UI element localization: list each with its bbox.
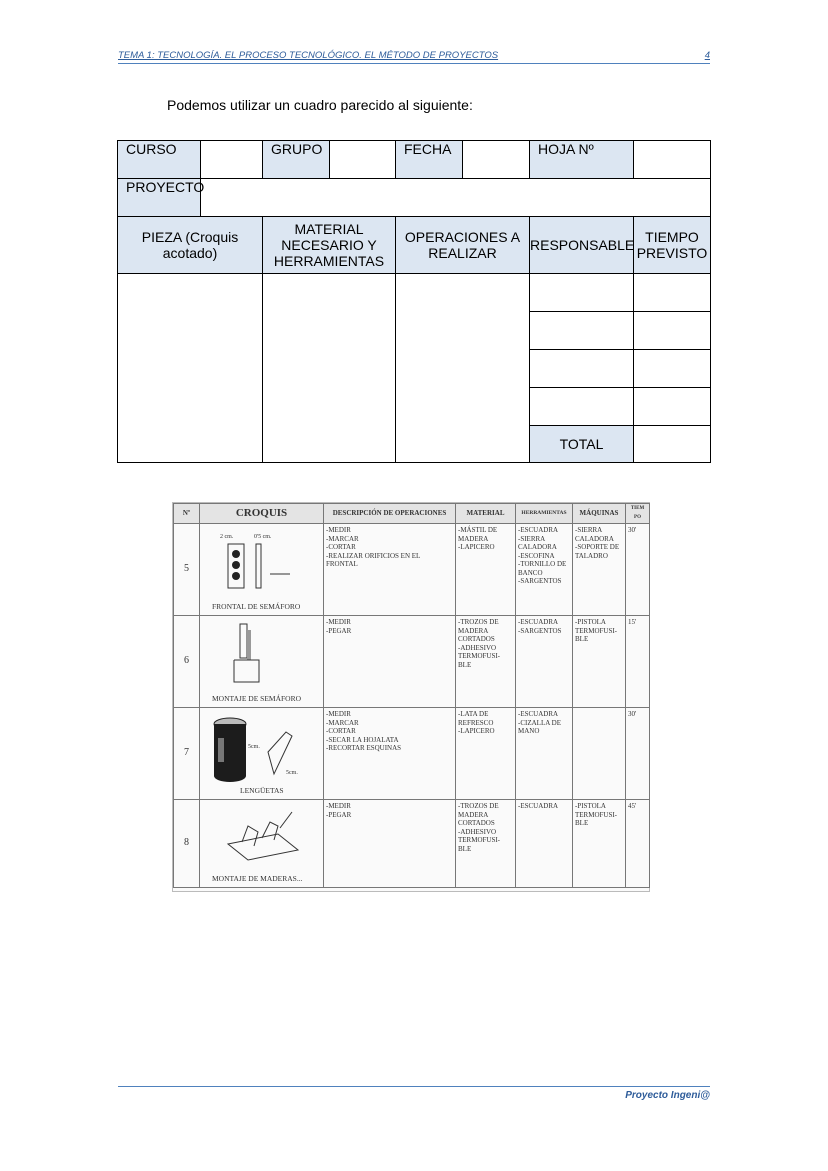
tiempo-cell[interactable] (634, 274, 711, 312)
example-tiempo: 45' (626, 800, 650, 888)
example-ops: -MEDIR -MARCAR -CORTAR -SECAR LA HOJALATA -RECORTAR ESQUINAS (324, 708, 456, 800)
example-herramientas: -ESCUADRA (516, 800, 573, 888)
example-sketch-cell (200, 524, 324, 616)
sketch-label: LENGÜETAS (240, 785, 284, 795)
example-header-herramientas: HERRAMIENTAS (516, 504, 573, 524)
responsable-cell[interactable] (530, 350, 634, 388)
col-tiempo: TIEMPO PREVISTO (634, 217, 711, 274)
example-tiempo: 15' (626, 616, 650, 708)
traffic-light-front-sketch (214, 530, 304, 592)
example-header-croquis: CROQUIS (200, 504, 324, 524)
example-material: -TROZOS DE MADERA CORTADOS -ADHESIVO TERMOFUSI-BLE (456, 800, 516, 888)
example-row-number: 6 (174, 616, 200, 708)
col-material: MATERIAL NECESARIO Y HERRAMIENTAS (263, 217, 396, 274)
footer-text: Proyecto Ingeni@ (625, 1090, 710, 1101)
header-title: TEMA 1: TECNOLOGÍA. EL PROCESO TECNOLÓGICO. EL MÉTODO DE PROYECTOS (118, 50, 499, 61)
svg-text:5cm.: 5cm. (286, 770, 298, 776)
hoja-label: HOJA Nº (530, 141, 634, 179)
operaciones-cell[interactable] (396, 274, 530, 463)
example-row-number: 7 (174, 708, 200, 800)
tiempo-cell[interactable] (634, 388, 711, 426)
curso-label: CURSO (118, 141, 201, 179)
example-material: -MÁSTIL DE MADERA -LAPICERO (456, 524, 516, 616)
example-header-descripcion: DESCRIPCIÓN DE OPERACIONES (324, 504, 456, 524)
example-ops: -MEDIR -MARCAR -CORTAR -REALIZAR ORIFICIOS EN EL FRONTAL (324, 524, 456, 616)
fecha-label: FECHA (396, 141, 463, 179)
can-tabs-sketch (206, 712, 316, 786)
example-material: -TROZOS DE MADERA CORTADOS -ADHESIVO TERMOFUSI-BLE (456, 616, 516, 708)
example-ops: -MEDIR -PEGAR (324, 616, 456, 708)
example-tiempo: 30' (626, 524, 650, 616)
responsable-cell[interactable] (530, 274, 634, 312)
wood-assembly-sketch (218, 804, 308, 866)
svg-text:0'5 cm.: 0'5 cm. (254, 534, 272, 540)
example-ops: -MEDIR -PEGAR (324, 800, 456, 888)
material-cell[interactable] (263, 274, 396, 463)
example-maquinas (573, 708, 626, 800)
example-tiempo: 30' (626, 708, 650, 800)
page-number: 4 (704, 50, 710, 61)
page-header (118, 50, 710, 64)
example-sketch-cell (200, 616, 324, 708)
example-header-n: Nº (174, 504, 200, 524)
example-row-number: 8 (174, 800, 200, 888)
total-label: TOTAL (530, 426, 634, 463)
grupo-field[interactable] (330, 141, 396, 179)
example-table (173, 503, 650, 888)
sketch-label: FRONTAL DE SEMÁFORO (212, 601, 301, 611)
tiempo-cell[interactable] (634, 312, 711, 350)
responsable-cell[interactable] (530, 388, 634, 426)
col-operaciones: OPERACIONES A REALIZAR (396, 217, 530, 274)
example-header-tiempo: TIEM PO (626, 504, 650, 524)
svg-text:2 cm.: 2 cm. (220, 534, 234, 540)
example-herramientas: -ESCUADRA -SIERRA CALADORA -ESCOFINA -TORNILLO DE BANCO -SARGENTOS (516, 524, 573, 616)
traffic-light-assembly-sketch (214, 620, 304, 686)
pieza-cell[interactable] (118, 274, 263, 463)
col-pieza: PIEZA (Croquis acotado) (118, 217, 263, 274)
sketch-label: MONTAJE DE MADERAS... (212, 873, 303, 883)
sketch-label: MONTAJE DE SEMÁFORO (212, 693, 301, 703)
col-responsable: RESPONSABLE (530, 217, 634, 274)
example-header-maquinas: MÁQUINAS (573, 504, 626, 524)
proyecto-field[interactable] (201, 179, 711, 217)
example-material: -LATA DE REFRESCO -LAPICERO (456, 708, 516, 800)
svg-text:5cm.: 5cm. (248, 744, 260, 750)
example-herramientas: -ESCUADRA -SARGENTOS (516, 616, 573, 708)
example-maquinas: -PISTOLA TERMOFUSI-BLE (573, 616, 626, 708)
project-form-table (117, 140, 711, 463)
intro-text: Podemos utilizar un cuadro parecido al siguiente: (167, 97, 473, 113)
page-footer (118, 1086, 710, 1101)
example-row-number: 5 (174, 524, 200, 616)
responsable-cell[interactable] (530, 312, 634, 350)
example-maquinas: -PISTOLA TERMOFUSI-BLE (573, 800, 626, 888)
proyecto-label: PROYECTO (118, 179, 201, 217)
example-scan-image (172, 502, 650, 892)
tiempo-cell[interactable] (634, 350, 711, 388)
total-field[interactable] (634, 426, 711, 463)
grupo-label: GRUPO (263, 141, 330, 179)
example-herramientas: -ESCUADRA -CIZALLA DE MANO (516, 708, 573, 800)
hoja-field[interactable] (634, 141, 711, 179)
example-maquinas: -SIERRA CALADORA -SOPORTE DE TALADRO (573, 524, 626, 616)
example-sketch-cell (200, 708, 324, 800)
curso-field[interactable] (201, 141, 263, 179)
example-sketch-cell (200, 800, 324, 888)
fecha-field[interactable] (463, 141, 530, 179)
example-header-material: MATERIAL (456, 504, 516, 524)
